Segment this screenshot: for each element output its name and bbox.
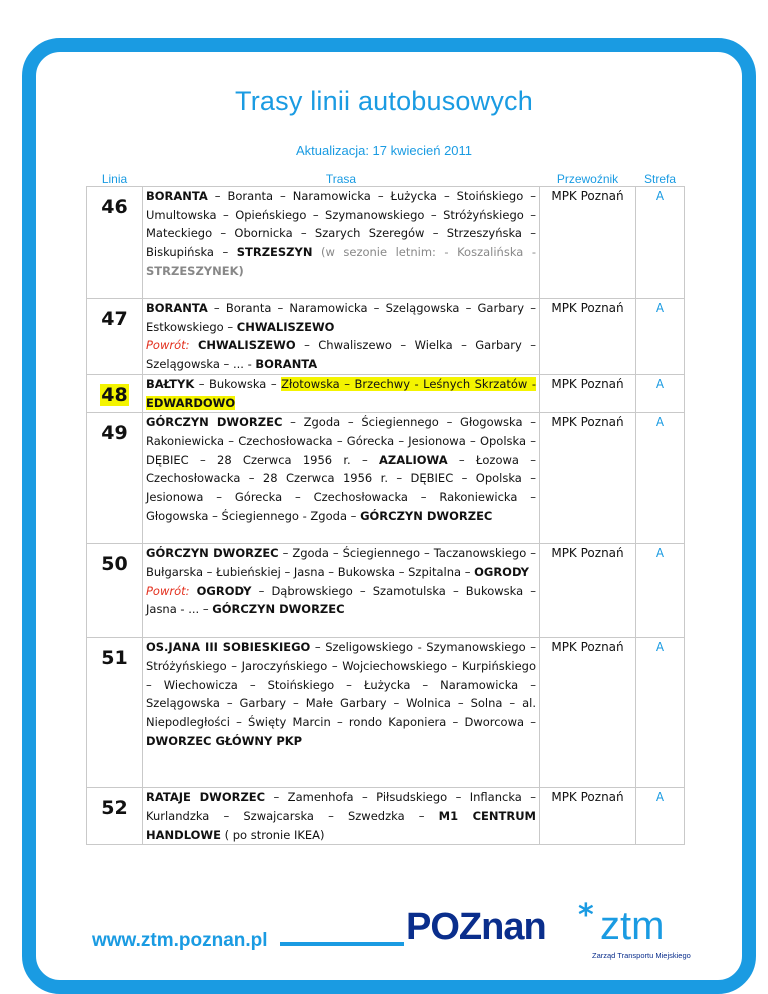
- table-row: [87, 638, 685, 788]
- route-stop-bold: GÓRCZYN DWORZEC: [146, 415, 283, 430]
- carrier: MPK Poznań: [540, 374, 636, 412]
- update-date: Aktualizacja: 17 kwiecień 2011: [295, 143, 473, 158]
- ztm-logo-text: ztm: [600, 904, 665, 948]
- route-text: – Chwaliszewo – Wielka – Garbary – Szelągowska – ... -: [146, 338, 537, 372]
- table-row: [87, 187, 685, 299]
- zone: A: [636, 374, 685, 412]
- table-row: [87, 788, 685, 845]
- header-trasa: Trasa: [325, 172, 357, 186]
- route-text: – Bukowska –: [194, 376, 282, 391]
- route-stop-bold: CHWALISZEWO: [197, 338, 296, 353]
- zone: A: [636, 544, 685, 638]
- route-stop-bold: STRZESZYN: [236, 245, 313, 260]
- table-row: [87, 544, 685, 638]
- footer-url-link[interactable]: www.ztm.poznan.pl: [92, 930, 278, 952]
- line-number: 47: [87, 299, 143, 375]
- header-strefa: Strefa: [643, 172, 676, 186]
- route-stop-bold: OS.JANA III SOBIESKIEGO: [146, 640, 311, 655]
- route-text: ): [238, 263, 244, 278]
- line-number: 52: [87, 788, 143, 845]
- seasonal-note: w sezonie letnim: - Koszalińska -: [325, 245, 536, 260]
- route-stop-bold: BORANTA: [146, 301, 208, 315]
- route-description: [143, 638, 540, 788]
- zone: A: [636, 413, 685, 544]
- ztm-logo: [404, 898, 714, 964]
- route-change-highlight: Złotowska – Brzechwy - Leśnych Skrzatów -: [281, 376, 536, 391]
- route-stop-bold: RATAJE DWORZEC: [146, 790, 266, 805]
- route-stop-bold: AZALIOWA: [379, 452, 448, 467]
- carrier: MPK Poznań: [540, 544, 636, 638]
- return-label: Powrót:: [146, 338, 190, 353]
- route-stop-bold: GÓRCZYN DWORZEC: [360, 508, 493, 523]
- line-number-highlight: 48: [101, 383, 128, 406]
- route-text: (: [312, 245, 326, 260]
- table-row: [87, 374, 685, 412]
- header-przewoznik: Przewoźnik: [556, 172, 619, 186]
- table-row: [87, 299, 685, 375]
- poznan-logo-text: POZnan: [406, 906, 546, 948]
- zone: A: [636, 638, 685, 788]
- header-linia: Linia: [101, 172, 128, 186]
- route-text: – Zamenhofa – Piłsudskiego – Inflancka – Kurlandzka – Szwajcarska – Szwedzka –: [146, 790, 536, 823]
- carrier: MPK Poznań: [540, 299, 636, 375]
- carrier: MPK Poznań: [540, 788, 636, 845]
- route-stop-bold: DWORZEC GŁÓWNY PKP: [146, 733, 303, 748]
- line-number: [87, 374, 143, 412]
- line-number: 49: [87, 413, 143, 544]
- carrier: MPK Poznań: [540, 187, 636, 299]
- line-number: 50: [87, 544, 143, 638]
- zone: A: [636, 788, 685, 845]
- line-number: 51: [87, 638, 143, 788]
- carrier: MPK Poznań: [540, 638, 636, 788]
- route-stop-bold: BAŁTYK: [146, 376, 195, 391]
- route-description: [143, 374, 540, 412]
- route-text: – Boranta – Naramowicka – Łużycka – Stoińskiego – Umultowska – Opieńskiego – Szymanowskiego – Stróżyńskiego – Mateckiego – Obornicka – Szarych Szeregów – Strzeszyńska – Biskupińska –: [146, 189, 536, 260]
- page-title: Trasy linii autobusowych: [235, 86, 533, 116]
- zone: A: [636, 187, 685, 299]
- route-text: – Zgoda – Ściegiennego – Głogowska – Rakoniewicka – Czechosłowacka – Górecka – Jesionowa – Opolska – DĘBIEC – 28 Czerwca 1956 r. –: [146, 415, 536, 467]
- carrier: MPK Poznań: [540, 413, 636, 544]
- return-label: Powrót:: [146, 583, 190, 598]
- route-text: ( po stronie IKEA): [220, 827, 325, 842]
- footer-divider: [280, 942, 404, 946]
- route-stop-bold: BORANTA: [255, 357, 318, 372]
- route-description: [143, 413, 540, 544]
- route-text: [190, 338, 198, 352]
- route-text: – Szeligowskiego - Szymanowskiego – Stróżyńskiego – Jaroczyńskiego – Wojciechowskiego – Kurpińskiego – Wiechowicza – Stoińskiego – Łużycka – Naramowicka – Szelągowska – Garbary – Małe Garbary – Wolnica – Solna – al. Niepodległości – Święty Marcin – rondo Kaponiera – Dworcowa –: [146, 640, 536, 730]
- route-description: [143, 788, 540, 845]
- line-number: 46: [87, 187, 143, 299]
- route-text: – Łozowa – Czechosłowacka – 28 Czerwca 1956 r. – DĘBIEC – Opolska – Jesionowa – Górecka – Czechosłowacka – Rakoniewicka – Głogowska – Ściegiennego - Zgoda –: [146, 452, 536, 523]
- asterisk-icon: *: [578, 898, 594, 933]
- route-description: [143, 544, 540, 638]
- zone: A: [636, 299, 685, 375]
- route-description: [143, 187, 540, 299]
- route-text: – Boranta – Naramowicka – Szelągowska – Garbary – Estkowskiego –: [146, 301, 536, 334]
- route-text: – Zgoda – Ściegiennego – Taczanowskiego – Bułgarska – Łubieńskiej – Jasna – Bukowska – Szpitalna –: [146, 546, 536, 579]
- route-description: [143, 299, 540, 375]
- route-stop-bold: GÓRCZYN DWORZEC: [146, 546, 279, 561]
- route-stop-bold: EDWARDOWO: [146, 395, 236, 410]
- route-stop-bold: OGRODY: [196, 583, 252, 598]
- route-text: [190, 584, 197, 598]
- route-stop-bold: M1 CENTRUM HANDLOWE: [146, 808, 536, 842]
- logo-caption: Zarząd Transportu Miejskiego: [592, 951, 691, 960]
- table-header-row: [87, 173, 685, 187]
- route-stop-bold: CHWALISZEWO: [236, 319, 335, 334]
- route-text: – Dąbrowskiego – Szamotulska – Bukowska – Jasna - ... –: [146, 583, 536, 617]
- route-stop-bold: STRZESZYNEK: [146, 263, 239, 278]
- route-stop-bold: GÓRCZYN DWORZEC: [212, 602, 345, 617]
- route-stop-bold: BORANTA: [146, 189, 208, 203]
- table-row: [87, 413, 685, 544]
- route-stop-bold: OGRODY: [474, 564, 529, 579]
- routes-table: [86, 173, 685, 845]
